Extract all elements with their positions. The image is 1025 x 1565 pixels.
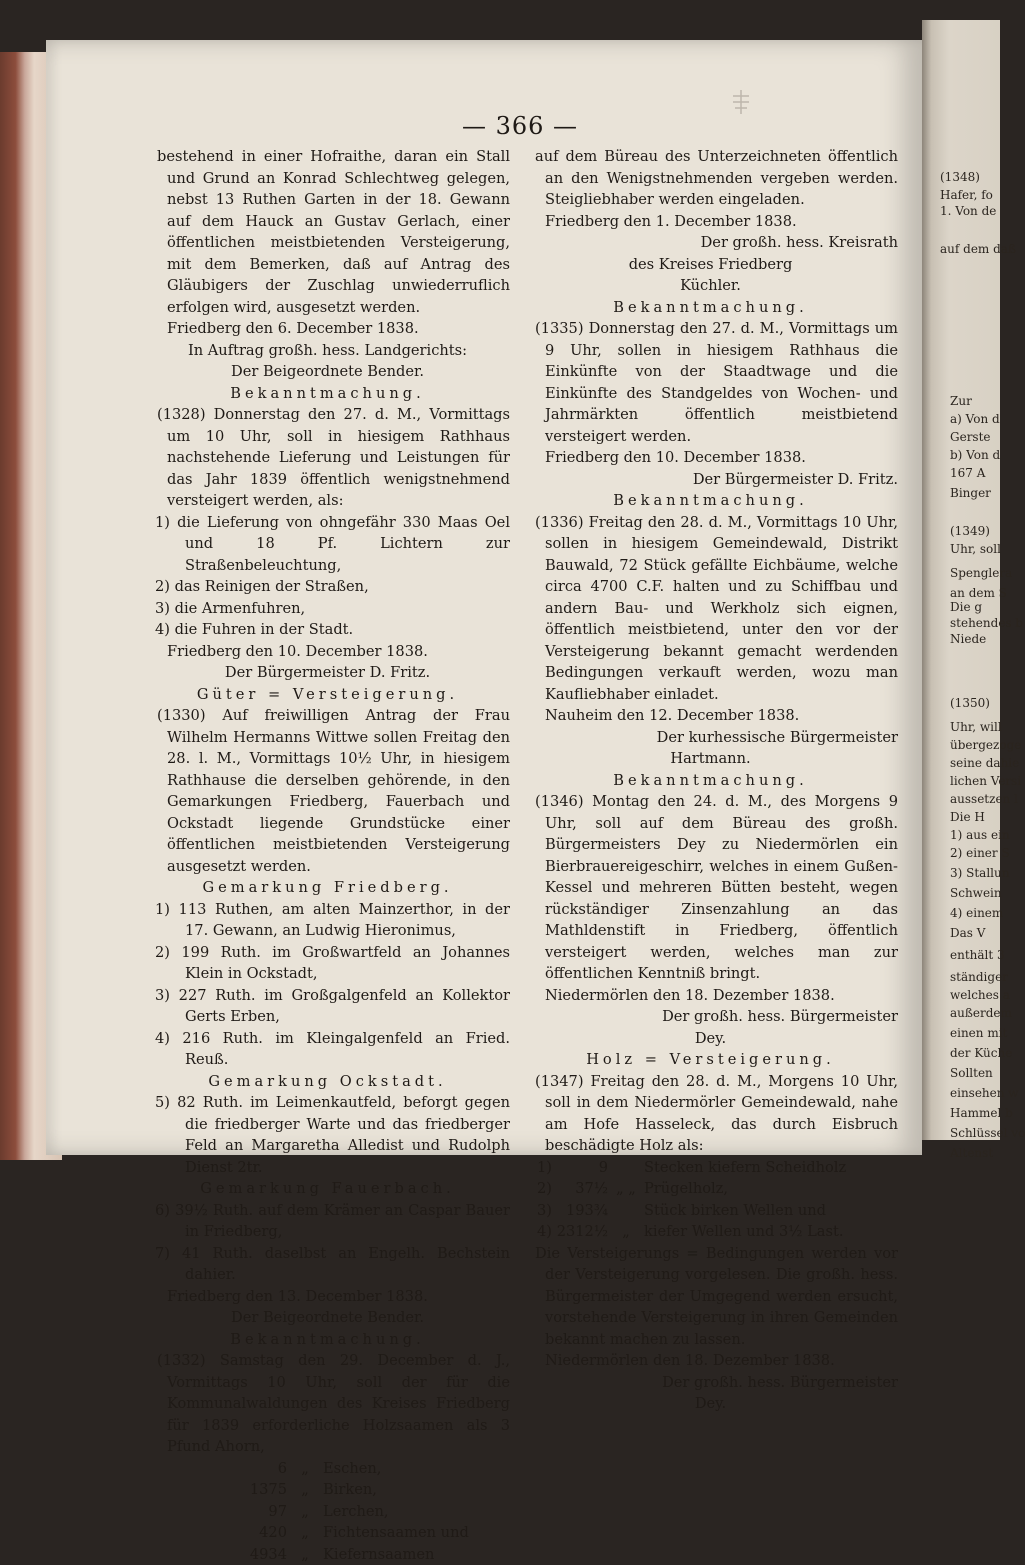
signature-line: Der großh. hess. Kreisrath [523,232,898,254]
next-page-fragment: (1348) [940,170,980,185]
table-cell-qty: 420 [235,1522,291,1544]
table-cell-name: Stück birken Wellen und [644,1200,850,1222]
next-page-fragment: enthält 3 [950,948,1005,963]
signature-line: In Auftrag großh. hess. Landgerichts: [145,340,510,362]
next-page-fragment: Sollten [950,1066,993,1081]
table-cell-qty: 97 [235,1501,291,1523]
table-cell-qty: 9 [556,1157,612,1179]
next-page-fragment: Spenglera [950,566,1012,581]
section-heading: Bekanntmachung. [523,297,898,319]
next-page-fragment: auf dem daß [940,242,1016,257]
next-page-fragment: Schwein [950,886,1002,901]
section-heading: Gemarkung Fauerbach. [145,1178,510,1200]
next-page-fragment: Uhr, will [950,720,1002,735]
table-row [235,1544,473,1565]
table-cell-qty: 1375 [235,1479,291,1501]
next-page-fragment: Hafer, fo [940,188,993,203]
table-cell-mark: „ [291,1479,323,1501]
table-cell-num: 2) [537,1178,556,1200]
next-page-fragment: Gerste [950,430,991,445]
section-heading: Gemarkung Friedberg. [145,877,510,899]
next-page-fragment: 2) einer S [950,846,1010,861]
table-cell-name: Stecken kiefern Scheidholz [644,1157,850,1179]
next-page-edge [922,20,1000,1140]
next-page-fragment: stehendes b [950,616,1023,631]
table-cell-qty: 6 [235,1458,291,1480]
next-page-fragment: Zur [950,394,972,409]
section-heading: Bekanntmachung. [523,770,898,792]
notice-paragraph: (1335) Donnerstag den 27. d. M., Vormittags um 9 Uhr, sollen in hiesigem Rathhaus die Einkünfte von der Staadtwage und die Einkünfte des Standgeldes von Wochen- und Jahrmärkten öffentlich meistbietend versteigert werden. [523,318,898,447]
notice-paragraph: (1328) Donnerstag den 27. d. M., Vormittags um 10 Uhr, soll in hiesigem Rathhaus nachstehende Lieferung und Leistungen für das Jahr 1839 öffentlich wenigstnehmend versteigert werden, als: [145,404,510,512]
signature-line: Dey. [523,1393,898,1415]
signature-line: Der großh. hess. Bürgermeister [523,1372,898,1394]
place-date-line: Niedermörlen den 18. Dezember 1838. [523,1350,898,1372]
next-page-fragment: (1350) [950,696,990,711]
seed-list [235,1458,473,1565]
next-page-fragment: a) Von d [950,412,1000,427]
table-cell-qty: 193¾ [556,1200,612,1222]
notice-paragraph: (1347) Freitag den 28. d. M., Morgens 10 Uhr, soll in dem Niedermörler Gemeindewald, nahe am Hofe Hasseleck, das durch Eisbruch beschädigte Holz als: [523,1071,898,1157]
next-page-fragment: Schlüssel vo [950,1126,1025,1141]
next-page-fragment: einsehen w [950,1086,1019,1101]
list-item: 2) 199 Ruth. im Großwartfeld an Johannes Klein in Ockstadt, [145,942,510,985]
signature-line: des Kreises Friedberg [523,254,898,276]
next-page-fragment: an dem S [950,586,1007,601]
table-row [537,1200,850,1222]
list-item: 4) die Fuhren in der Stadt. [145,619,510,641]
table-row [235,1501,473,1523]
list-item: 1) die Lieferung von ohngefähr 330 Maas Oel und 18 Pf. Lichtern zur Straßenbeleuchtung, [145,512,510,577]
signature-line: Hartmann. [523,748,898,770]
next-page-fragment: (1349) [950,524,990,539]
next-page-fragment: einen mit [950,1026,1007,1041]
section-heading: Bekanntmachung. [523,490,898,512]
next-page-fragment: seine dahie [950,756,1019,771]
next-page-fragment: 1. Von de [940,204,996,219]
next-page-fragment: Altenst [950,1146,993,1161]
next-page-fragment: b) Von d [950,448,1000,463]
table-row [537,1178,850,1200]
table-cell-qty: 4934 [235,1544,291,1565]
notice-paragraph: (1346) Montag den 24. d. M., des Morgens 9 Uhr, soll auf dem Büreau des großh. Bürgermeisters Dey zu Niedermörlen ein Bierbrauereigeschirr, welches in einem Gußen-Kessel und mehreren Bütten besteht, wegen rückständiger Zinsenzahlung an das Mathldenstift in Friedberg, öffentlich versteigert werden, welches man zur öffentlichen Kenntniß bringt. [523,791,898,985]
next-page-fragment: Das V [950,926,985,941]
notice-paragraph: Die Versteigerungs = Bedingungen werden vor der Versteigerung vorgelesen. Die großh. hess. Bürgermeister der Umgegend werden ersucht, vorstehende Versteigerung in ihren Gemeinden bekannt machen zu lassen. [523,1243,898,1351]
notice-paragraph: (1336) Freitag den 28. d. M., Vormittags 10 Uhr, sollen in hiesigem Gemeindewald, Distrikt Bauwald, 72 Stück gefällte Eichbäume, welche circa 4700 C.F. halten und zu Schiffbau und andern Bau- und Werkholz sich eignen, öffentlich meistbietend, unter den vor der Versteigerung bekannt gemacht werdenden Bedingungen verkauft werden, wozu man Kaufliebhaber einladet. [523,512,898,706]
table-cell-num: 1) [537,1157,556,1179]
table-cell-name: Kiefernsaamen [323,1544,473,1565]
table-cell-name: Birken, [323,1479,473,1501]
list-item: 3) 227 Ruth. im Großgalgenfeld an Kollektor Gerts Erben, [145,985,510,1028]
section-heading: Bekanntmachung. [145,383,510,405]
notice-paragraph: bestehend in einer Hofraithe, daran ein Stall und Grund an Konrad Schlechtweg gelegen, nebst 13 Ruthen Garten in der 18. Gewann auf dem Hauck an Gustav Gerlach, einer öffentlichen meistbietenden Versteigerung, mit dem Bemerken, daß auf Antrag des Gläubigers der Zuschlag unwiederruflich erfolgen wird, ausgesetzt werden. [145,146,510,318]
signature-line: Der großh. hess. Bürgermeister [523,1006,898,1028]
place-date-line: Niedermörlen den 18. Dezember 1838. [523,985,898,1007]
table-cell-mark [612,1157,644,1179]
notice-paragraph: auf dem Büreau des Unterzeichneten öffentlich an den Wenigstnehmenden vergeben werden. Steigliebhaber werden eingeladen. [523,146,898,211]
table-cell-mark: „ [291,1522,323,1544]
section-heading: Güter = Versteigerung. [145,684,510,706]
next-page-fragment: der Küche [950,1046,1012,1061]
signature-line: Der Bürgermeister D. Fritz. [523,469,898,491]
signature-line: Der Bürgermeister D. Fritz. [145,662,510,684]
table-cell-mark: „ [291,1544,323,1565]
next-page-fragment: Uhr, soll [950,542,1001,557]
signature-line: Dey. [523,1028,898,1050]
table-row [537,1221,850,1243]
table-cell-name: Eschen, [323,1458,473,1480]
next-page-fragment: ständiger [950,970,1008,985]
table-cell-name: Lerchen, [323,1501,473,1523]
page-number: — 366 — [440,112,600,140]
next-page-fragment: Die g [950,600,982,615]
next-page-fragment: 3) Stallun [950,866,1009,881]
signature-line: Der Beigeordnete Bender. [145,361,510,383]
table-cell-mark: „ [291,1501,323,1523]
next-page-fragment: außerdem [950,1006,1012,1021]
signature-line: Küchler. [523,275,898,297]
section-heading: Bekanntmachung. [145,1329,510,1351]
table-cell-mark: „ [612,1221,644,1243]
next-page-fragment: Hammel b [950,1106,1013,1121]
place-date-line: Friedberg den 10. December 1838. [523,447,898,469]
table-cell-num: 4) [537,1221,556,1243]
place-date-line: Nauheim den 12. December 1838. [523,705,898,727]
signature-line: Der kurhessische Bürgermeister [523,727,898,749]
notice-paragraph: (1332) Samstag den 29. December d. J., Vormittags 10 Uhr, soll der für die Kommunalwaldungen des Kreises Friedberg für 1839 erforderliche Holzsaamen als 3 Pfund Ahorn, [145,1350,510,1458]
section-heading: Holz = Versteigerung. [523,1049,898,1071]
notice-paragraph: (1330) Auf freiwilligen Antrag der Frau Wilhelm Hermanns Wittwe sollen Freitag den 28. l. M., Vormittags 10½ Uhr, in hiesigem Rathhause die derselben gehörende, in den Gemarkungen Friedberg, Fauerbach und Ockstadt liegende Grundstücke einer öffentlichen meistbietenden Versteigerung ausgesetzt werden. [145,705,510,877]
place-date-line: Friedberg den 6. December 1838. [145,318,510,340]
table-row [235,1458,473,1480]
list-item: 7) 41 Ruth. daselbst an Engelh. Bechstein dahier. [145,1243,510,1286]
next-page-fragment: Die H [950,810,985,825]
table-cell-num: 3) [537,1200,556,1222]
next-page-fragment: welches a [950,988,1010,1003]
right-column [523,146,898,1415]
place-date-line: Friedberg den 1. December 1838. [523,211,898,233]
library-stamp-mark [728,88,754,116]
next-page-fragment: aussetzen l [950,792,1018,807]
signature-line: Der Beigeordnete Bender. [145,1307,510,1329]
list-item: 4) 216 Ruth. im Kleingalgenfeld an Fried. Reuß. [145,1028,510,1071]
next-page-fragment: 167 A [950,466,985,481]
left-column [145,146,510,1565]
wood-list [537,1157,850,1243]
next-page-fragment: Binger [950,486,991,501]
list-item: 6) 39½ Ruth. auf dem Krämer an Caspar Bauer in Friedberg, [145,1200,510,1243]
table-cell-name: kiefer Wellen und 3½ Last. [644,1221,850,1243]
table-cell-qty: 37½ [556,1178,612,1200]
table-row [537,1157,850,1179]
table-cell-mark: „ „ [612,1178,644,1200]
next-page-fragment: lichen Versi [950,774,1021,789]
next-page-fragment: übergezoge [950,738,1021,753]
section-heading: Gemarkung Ockstadt. [145,1071,510,1093]
table-cell-mark [612,1200,644,1222]
next-page-fragment: 1) aus ein [950,828,1010,843]
next-page-fragment: 4) einem [950,906,1003,921]
list-item: 1) 113 Ruthen, am alten Mainzerthor, in der 17. Gewann, an Ludwig Hieronimus, [145,899,510,942]
table-cell-name: Prügelholz, [644,1178,850,1200]
list-item: 2) das Reinigen der Straßen, [145,576,510,598]
next-page-fragment: Niede [950,632,986,647]
list-item: 3) die Armenfuhren, [145,598,510,620]
table-row [235,1479,473,1501]
place-date-line: Friedberg den 10. December 1838. [145,641,510,663]
list-item: 5) 82 Ruth. im Leimenkautfeld, beforgt gegen die friedberger Warte und das friedberger Feld an Margaretha Alledist und Rudolph Dienst 2tr. [145,1092,510,1178]
table-cell-mark: „ [291,1458,323,1480]
table-cell-name: Fichtensaamen und [323,1522,473,1544]
table-row [235,1522,473,1544]
place-date-line: Friedberg den 13. December 1838. [145,1286,510,1308]
table-cell-qty: 2312½ [556,1221,612,1243]
